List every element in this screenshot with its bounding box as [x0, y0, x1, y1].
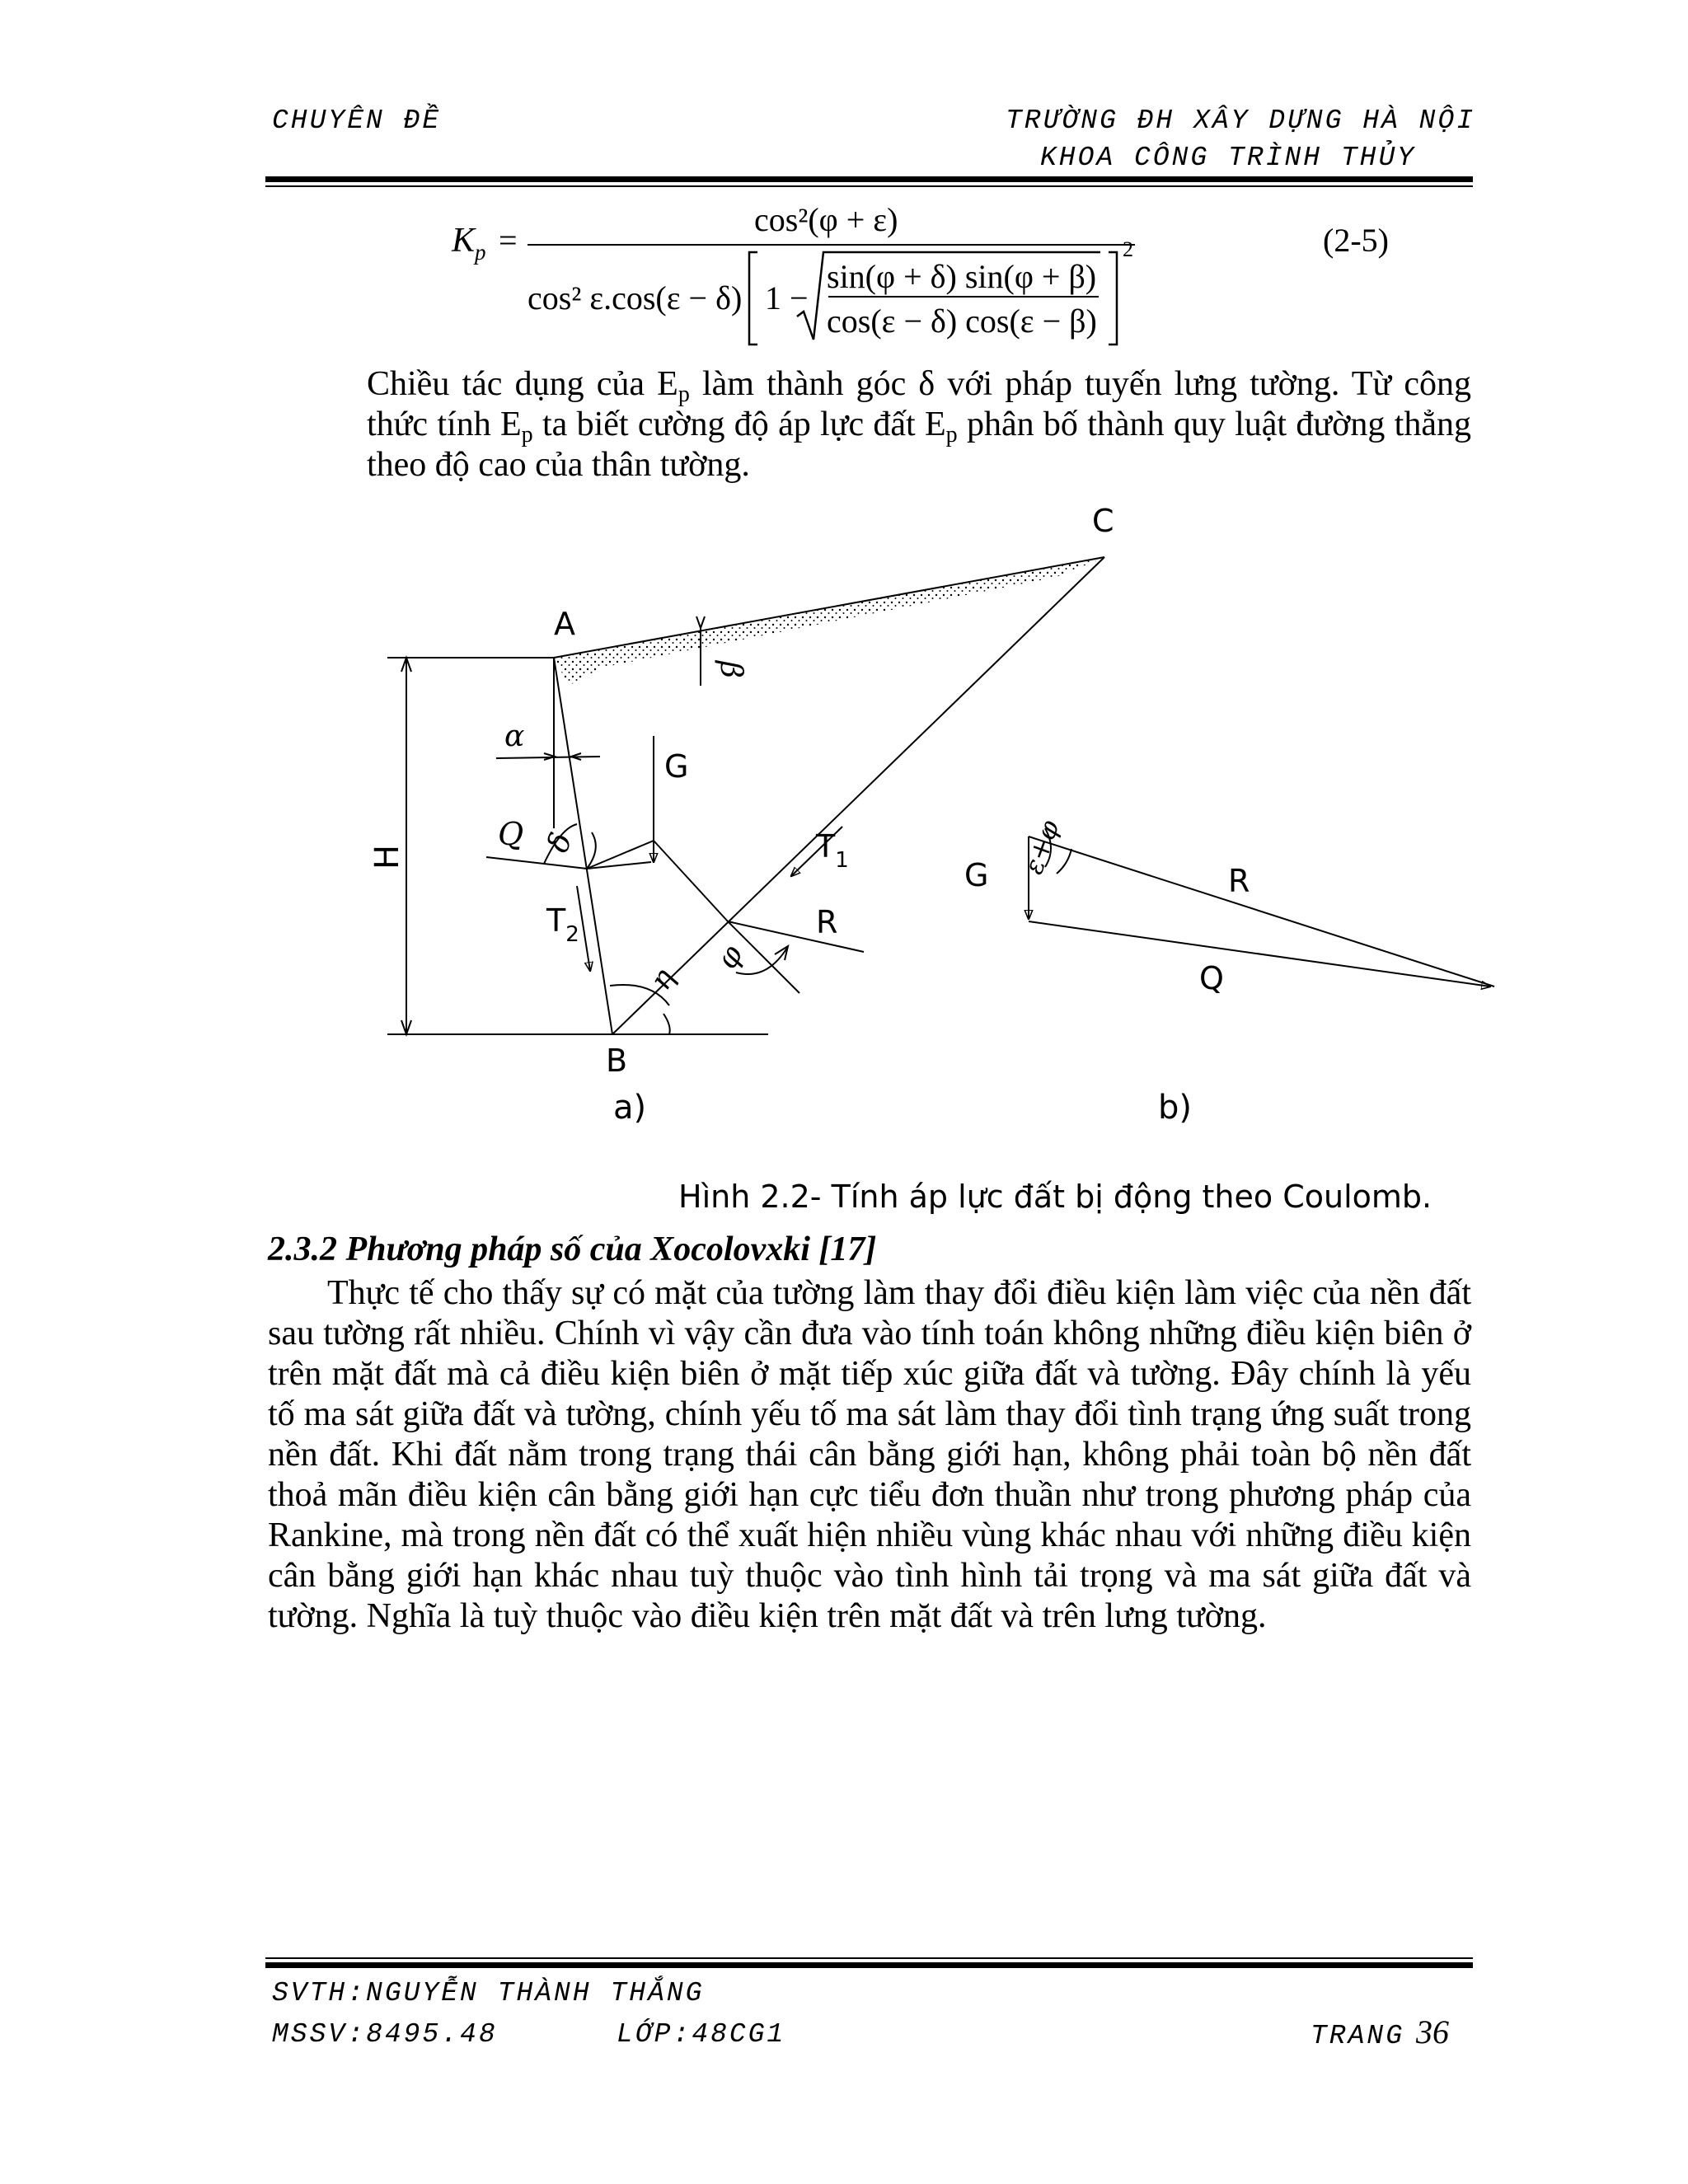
p1-text-4: phân bố thành quy luật đường thẳng theo độ cao của thân tường. — [367, 405, 1471, 484]
footer-page-number: 36 — [1416, 2013, 1450, 2050]
formula-denominator-prefix: cos² ε.cos(ε − δ) — [528, 279, 743, 316]
label-r: R — [816, 904, 838, 940]
formula-lhs: K — [452, 222, 476, 260]
figure-caption: Hình 2.2- Tính áp lực đất bị động theo Coulomb. — [678, 1179, 1432, 1215]
formula-lhs-sub: p — [475, 240, 486, 265]
slip-plane-bc — [612, 557, 1104, 1034]
p1-text-3: ta biết cường độ áp lực đất E — [532, 405, 946, 443]
label-t2: $T_2$ — [546, 902, 579, 947]
header-faculty: KHOA CÔNG TRÌNH THỦY — [1040, 143, 1417, 173]
footer-page — [1311, 2013, 1449, 2051]
p1-sub-2: p — [521, 422, 533, 448]
label-h: H — [368, 844, 406, 869]
section-paragraph: Thực tế cho thấy sự có mặt của tường làm thay đổi điều kiện làm việc của nền đất sau tường rất nhiều. Chính vì vậy cần đưa vào tính toán không những điều kiện biên ở trên mặt đất mà cả điều kiện biên ở mặt tiếp xúc giữa đất và tường. Đây chính là yếu tố ma sát giữa đất và tường, chính yếu tố ma sát làm thay đổi tình trạng ứng suất trong nền đất. Khi đất nằm trong trạng thái cân bằng giới hạn, không phải toàn bộ nền đất thoả mãn điều kiện cân bằng giới hạn cực tiểu đơn thuần như trong phương pháp của Rankine, mà trong nền đất có thể xuất hiện nhiều vùng khác nhau với những điều kiện cân bằng giới hạn khác nhau tuỳ thuộc vào tình hình tải trọng và ma sát giữa đất và tường. Nghĩa là tuỳ thuộc vào điều kiện trên mặt đất và trên lưng tường. — [268, 1274, 1471, 1635]
formula-one-minus: 1 − — [765, 279, 809, 316]
header-school: TRƯỜNG ĐH XÂY DỰNG HÀ NỘI — [1006, 105, 1476, 136]
label-c: C — [1092, 503, 1114, 539]
footer-rule-thick — [265, 1962, 1473, 1968]
p1-sub-1: p — [678, 382, 690, 407]
p1-text-2: làm thành góc δ với pháp tuyến lưng tường. Từ công thức tính E — [367, 365, 1471, 443]
footer-page-label: TRANG — [1311, 2021, 1405, 2051]
label-delta: δ — [541, 828, 579, 857]
formula-equals: = — [499, 222, 518, 259]
force-q — [486, 857, 587, 869]
formula-number: (2-5) — [1323, 222, 1389, 259]
label-b: B — [606, 1043, 628, 1079]
label-beta: β — [714, 661, 748, 678]
p1-sub-3: p — [945, 422, 958, 448]
footer-svth: SVTH:NGUYỄN THÀNH THẮNG — [272, 1978, 705, 2008]
p1-text-1: Chiều tác dụng của E — [367, 365, 678, 403]
sublabel-a: a) — [613, 1089, 647, 1127]
label-eta: η — [643, 963, 682, 996]
formula-inner-denominator: cos(ε − δ) cos(ε − β) — [827, 302, 1097, 340]
figure-part-b — [1029, 828, 1494, 987]
footer-mssv: MSSV:8495.48 — [272, 2019, 498, 2050]
sublabel-b: b) — [1158, 1089, 1192, 1127]
label-t1: $T_1$ — [816, 828, 849, 873]
formula-exponent: 2 — [1123, 237, 1133, 261]
footer-rule-thin — [265, 1957, 1473, 1959]
label-b-angle: ε+φ — [1017, 816, 1066, 879]
label-b-q: Q — [1199, 960, 1224, 996]
b-force-r — [1029, 837, 1494, 987]
soil-hatch — [554, 557, 1104, 686]
footer-class: LỚP:48CG1 — [617, 2019, 786, 2050]
label-a: A — [554, 606, 575, 642]
section-heading: 2.3.2 Phương pháp số của Xocolovxki [17] — [268, 1230, 877, 1268]
line-ac — [554, 557, 1104, 658]
label-alpha: α — [504, 719, 525, 753]
b-force-q — [1029, 921, 1490, 987]
force-r — [728, 921, 864, 952]
label-g: G — [664, 748, 689, 785]
label-phi: φ — [710, 940, 750, 975]
label-b-g: G — [964, 857, 989, 893]
delta-arc2 — [587, 832, 596, 869]
formula-numerator: cos²(φ + ε) — [754, 201, 898, 238]
formula-inner-numerator: sin(φ + δ) sin(φ + β) — [827, 258, 1097, 295]
label-b-r: R — [1228, 863, 1250, 899]
label-q: Q — [498, 816, 524, 852]
section-body — [268, 1273, 1471, 1637]
header-left: CHUYÊN ĐỀ — [272, 105, 442, 136]
